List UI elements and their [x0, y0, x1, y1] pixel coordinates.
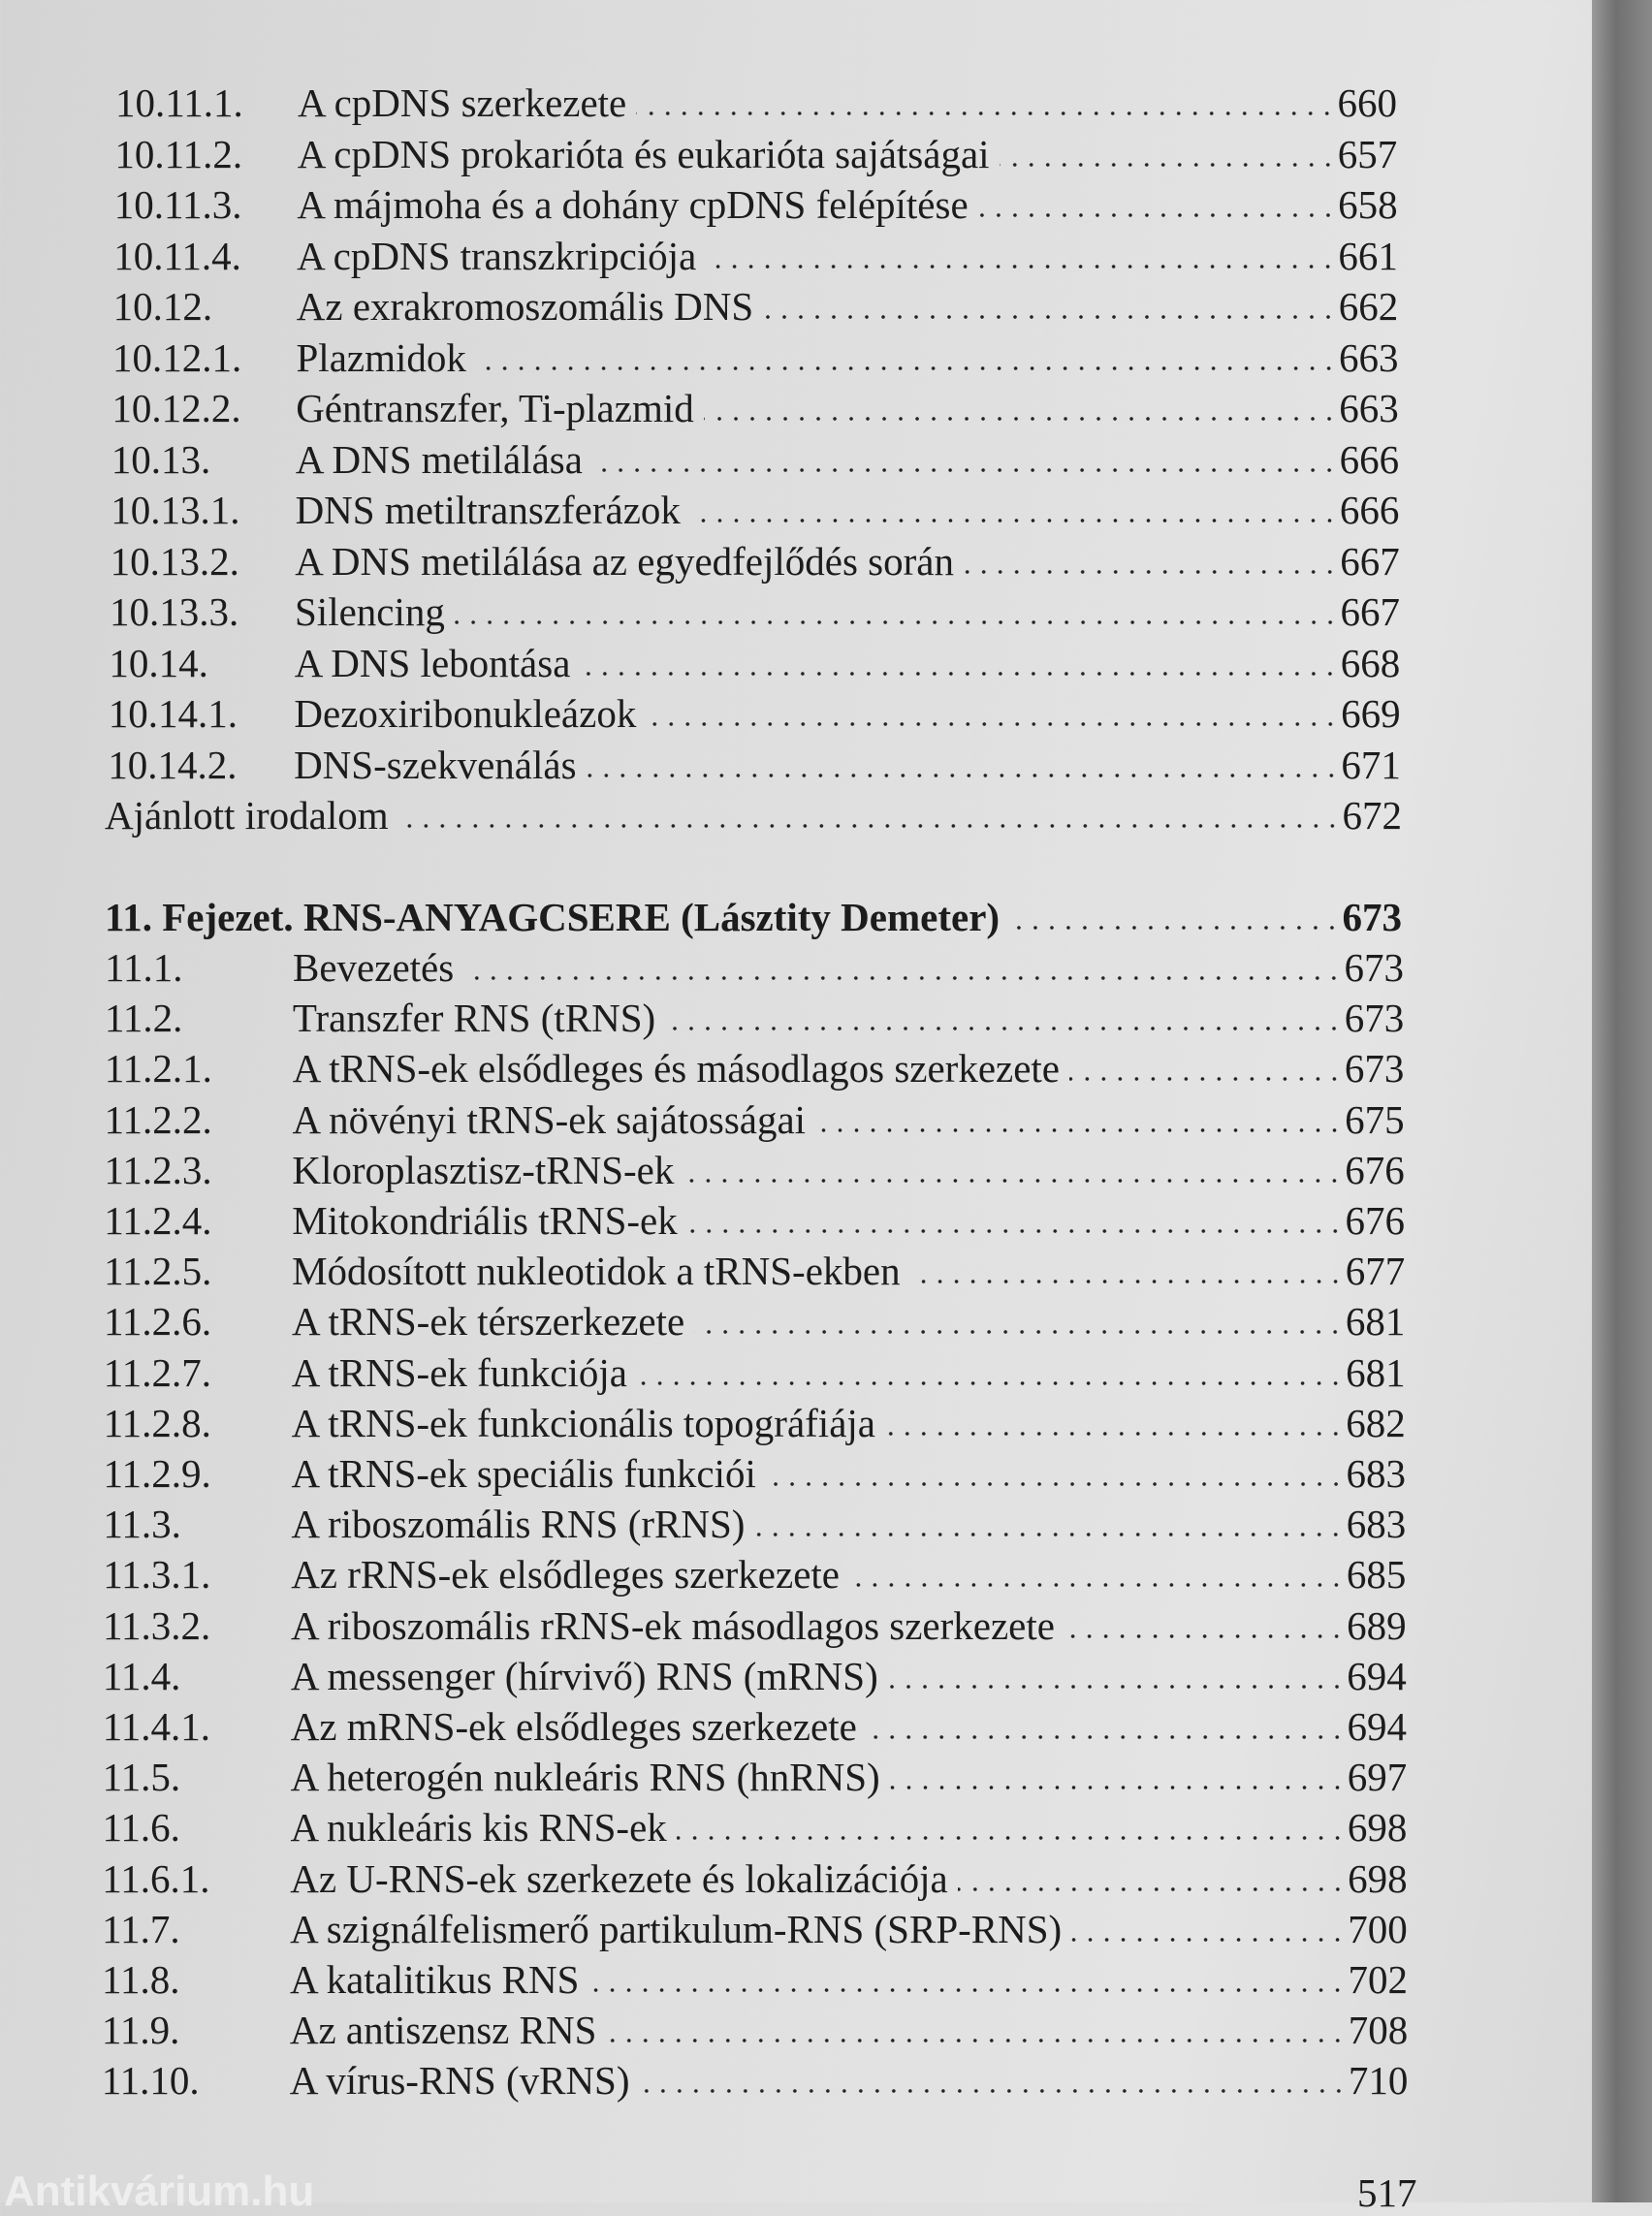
entry-title: Kloroplasztisz-tRNS-ek — [292, 1147, 675, 1192]
entry-title: Az mRNS-ek elsődleges szerkezete — [290, 1704, 857, 1749]
dot-leader — [694, 1329, 1344, 1335]
entry-title: Bevezetés — [293, 945, 455, 990]
toc-entry — [102, 2055, 1409, 2105]
entry-title: A heterogén nukleáris RNS (hnRNS) — [290, 1755, 880, 1800]
dot-leader — [885, 1431, 1344, 1437]
entry-title: Transzfer RNS (tRNS) — [292, 996, 656, 1041]
toc-entry — [104, 1347, 1406, 1398]
toc-entry — [109, 688, 1401, 739]
toc-entry — [102, 2005, 1408, 2055]
entry-title: A tRNS-ek funkciója — [291, 1349, 627, 1395]
toc-entry — [105, 1094, 1405, 1145]
entry-title: Mitokondriális tRNS-ek — [292, 1198, 678, 1243]
entry-number: 11.2.7. — [103, 1349, 212, 1395]
entry-number: 10.14. — [109, 640, 208, 685]
entry-title: A messenger (hírvivő) RNS (mRNS) — [290, 1653, 878, 1698]
dot-leader — [766, 1481, 1345, 1487]
entry-number: 11.2.5. — [104, 1249, 212, 1294]
entry-number: 11.2.9. — [103, 1451, 211, 1496]
entry-number: 10.13. — [111, 436, 211, 482]
entry-number: 10.14.2. — [108, 742, 238, 787]
entry-page: 672 — [1342, 793, 1402, 838]
entry-number: 10.11.3. — [113, 182, 242, 227]
dot-leader — [690, 518, 1338, 523]
dot-leader — [592, 467, 1338, 473]
entry-page: 671 — [1341, 742, 1401, 787]
dot-leader — [964, 569, 1338, 575]
entry-page: 669 — [1341, 691, 1401, 736]
entry-number: 11.2.6. — [103, 1299, 212, 1345]
entry-title: A riboszomális RNS (rRNS) — [291, 1502, 746, 1547]
entry-page: 681 — [1345, 1299, 1406, 1345]
toc-entry — [105, 993, 1404, 1043]
entry-page: 675 — [1345, 1096, 1405, 1142]
entry-title: A nukleáris kis RNS-ek — [290, 1805, 667, 1851]
dot-leader — [455, 619, 1339, 625]
toc-entry — [103, 1651, 1407, 1701]
entry-page: 694 — [1347, 1653, 1407, 1698]
entry-page: 681 — [1346, 1349, 1406, 1395]
entry-number: 10.12. — [112, 284, 213, 329]
entry-number: 10.11.4. — [113, 233, 241, 278]
entry-number: 10.13.3. — [110, 589, 239, 634]
toc-entry — [102, 1853, 1407, 1904]
entry-title: A tRNS-ek funkcionális topográfiája — [291, 1400, 875, 1445]
dot-leader — [683, 1178, 1343, 1184]
entry-title: A cpDNS transzkripciója — [297, 233, 697, 278]
entry-title: A DNS metilálása — [295, 436, 583, 482]
dot-leader — [606, 2038, 1346, 2043]
entry-number: 11.9. — [101, 2008, 180, 2053]
toc-entry — [102, 1802, 1407, 1852]
toc-entry — [111, 536, 1400, 586]
toc-entry — [104, 1398, 1406, 1448]
entry-page: 682 — [1346, 1400, 1406, 1445]
entry-page: 702 — [1348, 1957, 1408, 2002]
entry-number: 11.2.1. — [104, 1046, 212, 1092]
dot-leader — [677, 1835, 1346, 1841]
toc-entry — [111, 485, 1399, 535]
toc-entry — [109, 638, 1400, 688]
dot-leader — [1069, 1076, 1343, 1082]
entry-number: 11.2.2. — [104, 1096, 212, 1142]
entry-title: A tRNS-ek térszerkezete — [291, 1299, 685, 1345]
toc-entry — [103, 1499, 1406, 1549]
dot-leader — [1071, 1937, 1346, 1943]
entry-page: 700 — [1348, 1906, 1408, 1951]
entry-number: 11.2. — [104, 996, 183, 1041]
entry-number: 10.13.2. — [110, 538, 239, 584]
entry-title: A riboszomális rRNS-ek másodlagos szerkezete — [291, 1602, 1055, 1648]
dot-leader — [754, 1532, 1344, 1537]
entry-title: A májmoha és a dohány cpDNS felépítése — [297, 182, 969, 227]
dot-leader — [958, 1886, 1346, 1892]
entry-number: 11.1. — [105, 945, 183, 990]
entry-title: Ajánlott irodalom — [105, 793, 389, 838]
entry-page: 663 — [1339, 334, 1399, 380]
entry-number: 11.5. — [102, 1755, 181, 1800]
entry-number: 11.10. — [101, 2058, 200, 2104]
entry-title: A szignálfelismerő partikulum-RNS (SRP-RNS) — [290, 1906, 1063, 1951]
dot-leader — [867, 1734, 1346, 1740]
entry-page: 667 — [1340, 538, 1400, 584]
entry-title: Módosított nukleotidok a tRNS-ekben — [292, 1249, 901, 1294]
entry-page: 663 — [1339, 386, 1399, 430]
entry-page: 708 — [1348, 2008, 1409, 2053]
toc-entry — [113, 231, 1398, 281]
page-number: 517 — [1357, 2170, 1417, 2215]
toc-entry — [111, 434, 1399, 485]
entry-page: 683 — [1346, 1451, 1406, 1496]
dot-leader — [637, 1380, 1344, 1386]
dot-leader — [636, 111, 1335, 116]
entry-page: 676 — [1345, 1147, 1405, 1192]
entry-title: Silencing — [295, 589, 445, 634]
entry-number: 11.4.1. — [102, 1704, 210, 1749]
entry-title: A cpDNS szerkezete — [298, 80, 627, 125]
entry-page: 673 — [1342, 895, 1402, 939]
toc-entry — [104, 1246, 1405, 1296]
dot-leader — [463, 975, 1342, 981]
entry-title: A cpDNS prokarióta és eukarióta sajátságai — [297, 131, 990, 176]
dot-leader — [646, 721, 1339, 727]
dot-leader — [588, 1987, 1346, 1993]
dot-leader — [476, 365, 1337, 371]
entry-page: 710 — [1348, 2058, 1409, 2104]
entry-number: 10.12.1. — [112, 334, 242, 380]
entry-title: A DNS metilálása az egyedfejlődés során — [295, 538, 954, 584]
entry-number: 11.8. — [102, 1957, 180, 2002]
toc-entry — [104, 1195, 1405, 1246]
dot-leader — [815, 1127, 1343, 1133]
entry-title: A vírus-RNS (vRNS) — [289, 2058, 630, 2104]
entry-number: 10.14.1. — [108, 691, 238, 736]
book-page-edge — [1592, 0, 1652, 2202]
entry-page: 694 — [1347, 1704, 1407, 1749]
entry-page: 673 — [1344, 945, 1404, 990]
entry-number: 11.2.8. — [103, 1400, 211, 1445]
entry-title: A tRNS-ek speciális funkciói — [291, 1451, 756, 1496]
toc-entry — [114, 179, 1398, 230]
entry-page: 658 — [1338, 182, 1398, 227]
watermark: Antikvárium.hu — [4, 2168, 315, 2215]
entry-page: 673 — [1344, 1046, 1405, 1092]
entry-title: Az antiszensz RNS — [289, 2008, 597, 2053]
toc-entry — [108, 740, 1401, 790]
entry-title: 11. Fejezet. RNS-ANYAGCSERE (Lásztity Demeter) — [105, 895, 1001, 939]
dot-leader — [1009, 925, 1340, 931]
entry-page: 673 — [1344, 996, 1405, 1041]
entry-title: A növényi tRNS-ek sajátosságai — [292, 1096, 807, 1142]
entry-page: 689 — [1347, 1602, 1407, 1648]
entry-page: 683 — [1346, 1502, 1407, 1547]
entry-page: 660 — [1337, 80, 1397, 125]
toc-entry — [105, 1043, 1405, 1093]
entry-number: 10.11.2. — [114, 131, 243, 176]
dot-leader — [1000, 162, 1336, 168]
toc-entry — [105, 790, 1402, 840]
dot-leader — [706, 264, 1336, 269]
dot-leader — [910, 1279, 1344, 1284]
toc-entry — [112, 332, 1399, 383]
entry-page: 677 — [1345, 1249, 1406, 1294]
toc-entry — [114, 129, 1397, 179]
entry-number: 11.6.1. — [102, 1855, 210, 1901]
entry-title: Géntranszfer, Ti-plazmid — [296, 386, 694, 430]
dot-leader — [640, 2088, 1347, 2094]
dot-leader — [763, 314, 1337, 320]
entry-number: 11.7. — [102, 1906, 180, 1951]
dot-leader — [1064, 1633, 1345, 1639]
entry-page: 698 — [1348, 1855, 1408, 1901]
toc-entry — [103, 1701, 1407, 1752]
entry-number: 11.3.2. — [103, 1602, 211, 1648]
toc-entry — [103, 1600, 1407, 1651]
toc-entry — [103, 1549, 1406, 1599]
entry-page: 657 — [1337, 131, 1398, 176]
toc-entry — [111, 383, 1398, 433]
entry-page: 666 — [1339, 436, 1400, 482]
entry-number: 11.4. — [102, 1653, 181, 1698]
entry-number: 11.3. — [103, 1502, 181, 1547]
toc-entry — [104, 1448, 1407, 1499]
dot-leader — [704, 416, 1338, 422]
entry-title: Az exrakromoszomális DNS — [296, 284, 754, 329]
toc-entry — [104, 1145, 1404, 1195]
toc-entry — [103, 1752, 1408, 1802]
entry-page: 667 — [1340, 589, 1400, 634]
entry-title: Dezoxiribonukleázok — [294, 691, 637, 736]
dot-leader — [398, 823, 1341, 829]
entry-title: Plazmidok — [296, 334, 466, 380]
entry-number: 11.2.4. — [104, 1198, 212, 1243]
toc-entry — [105, 892, 1402, 942]
entry-number: 11.6. — [102, 1805, 180, 1851]
entry-title: Az rRNS-ek elsődleges szerkezete — [291, 1552, 840, 1598]
dot-leader — [888, 1684, 1346, 1690]
entry-number: 10.12.2. — [111, 386, 241, 430]
entry-page: 668 — [1340, 640, 1401, 685]
dot-leader — [978, 212, 1336, 218]
toc-entry — [115, 78, 1397, 128]
entry-number: 10.13.1. — [111, 488, 240, 532]
entry-page: 661 — [1338, 233, 1398, 278]
entry-title: DNS-szekvenálás — [294, 742, 577, 787]
dot-leader — [587, 773, 1340, 778]
entry-number: 10.11.1. — [115, 80, 243, 125]
toc-entry — [113, 281, 1399, 332]
entry-page: 666 — [1339, 488, 1400, 532]
entry-title: A DNS lebontása — [294, 640, 571, 685]
entry-page: 698 — [1347, 1805, 1408, 1851]
entry-page: 662 — [1338, 284, 1399, 329]
dot-leader — [580, 671, 1338, 677]
entry-title: Az U-RNS-ek szerkezete és lokalizációja — [290, 1855, 948, 1901]
toc-entry — [102, 1904, 1408, 1954]
dot-leader — [665, 1026, 1343, 1031]
toc-entry — [110, 586, 1400, 637]
entry-number: 11.2.3. — [104, 1147, 212, 1192]
entry-title: DNS metiltranszferázok — [295, 488, 681, 532]
entry-page: 676 — [1345, 1198, 1405, 1243]
dot-leader — [687, 1228, 1344, 1234]
entry-title: A tRNS-ek elsődleges és másodlagos szerkezete — [292, 1046, 1060, 1092]
entry-page: 697 — [1347, 1755, 1408, 1800]
dot-leader — [849, 1582, 1345, 1588]
entry-page: 685 — [1346, 1552, 1407, 1598]
entry-number: 11.3.1. — [103, 1552, 211, 1598]
toc-entry — [105, 942, 1404, 993]
entry-title: A katalitikus RNS — [290, 1957, 580, 2002]
toc-entry — [104, 1296, 1405, 1346]
toc-entry — [102, 1954, 1408, 2005]
dot-leader — [890, 1785, 1346, 1790]
